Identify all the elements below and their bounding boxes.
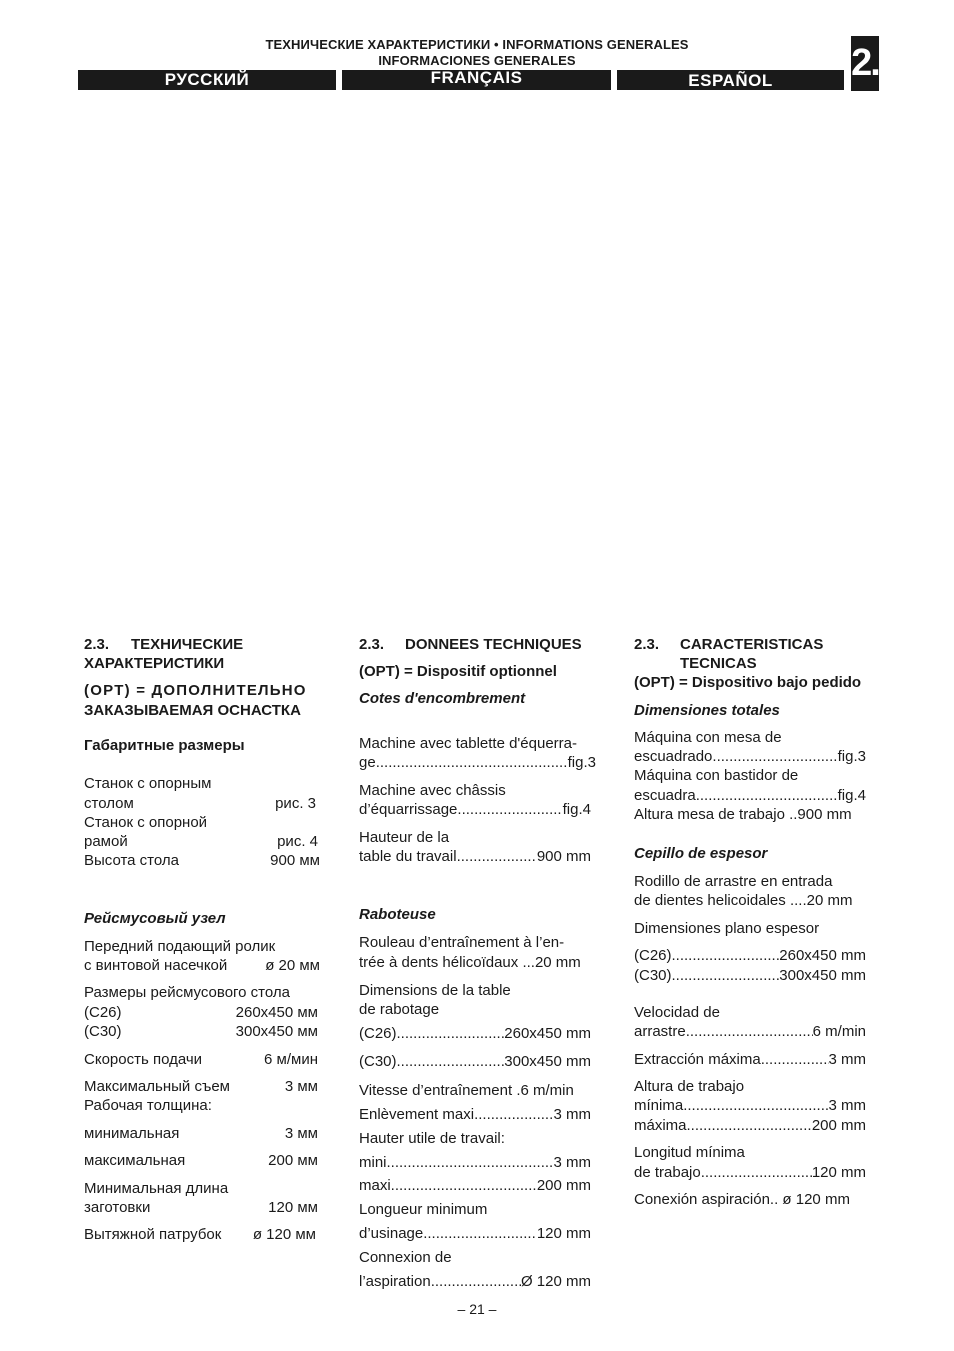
ru-max-thickness-value: 200 мм bbox=[268, 1152, 318, 1169]
es-opt: (OPT) = Dispositivo bajo pedido bbox=[634, 674, 862, 691]
es-feed-speed-line2: arrastre bbox=[634, 1023, 686, 1040]
ru-heading-line1: ТЕХНИЧЕСКИЕ bbox=[131, 636, 244, 653]
fr-machine2-value: fig.4 bbox=[562, 801, 591, 818]
fr-maxi-row bbox=[359, 1177, 591, 1194]
es-heading-line1: CARACTERISTICAS bbox=[680, 636, 824, 653]
fr-work-height-label: Hauter utile de travail: bbox=[359, 1130, 505, 1147]
fr-machine1-line1: Machine avec tablette d'équerra- bbox=[359, 735, 577, 752]
ru-machine1-line1: Станок с опорным bbox=[84, 775, 212, 792]
ru-exhaust-label: Вытяжной патрубок bbox=[84, 1226, 222, 1243]
fr-exhaust-value: Ø 120 mm bbox=[520, 1273, 591, 1290]
es-min-length-row bbox=[634, 1164, 866, 1181]
fr-dimensions-title: Cotes d'encombrement bbox=[359, 690, 526, 707]
ru-roller-line2: с винтовой насечкой bbox=[84, 957, 228, 974]
ru-table-height-label: Высота стола bbox=[84, 852, 179, 869]
es-machine1-row bbox=[634, 748, 866, 765]
ru-c26-value: 260x450 мм bbox=[235, 1004, 318, 1021]
fr-max-removal-value: 3 mm bbox=[553, 1106, 591, 1123]
fr-planer-title: Raboteuse bbox=[359, 906, 436, 923]
fr-mini-row bbox=[359, 1154, 591, 1171]
fr-exhaust-row bbox=[359, 1273, 591, 1290]
fr-planing-table-line1: Dimensions de la table bbox=[359, 982, 511, 999]
es-feed-speed-value: 6 m/min bbox=[812, 1023, 866, 1040]
fr-machine1-line2: ge bbox=[359, 754, 376, 771]
es-planer-title: Cepillo de espesor bbox=[634, 845, 768, 862]
fr-min-length-line2: d’usinage bbox=[359, 1225, 424, 1242]
es-heading-line2: TECNICAS bbox=[680, 655, 757, 672]
fr-mini-value: 3 mm bbox=[553, 1154, 591, 1171]
es-machine2-line1: Máquina con bastidor de bbox=[634, 767, 799, 784]
es-table-height: Altura mesa de trabajo ..900 mm bbox=[634, 806, 852, 823]
es-min-label: mínima bbox=[634, 1097, 684, 1114]
ru-min-length-value: 120 мм bbox=[268, 1199, 318, 1216]
ru-machine2-value: рис. 4 bbox=[277, 833, 318, 850]
es-heading-number: 2.3. bbox=[634, 636, 660, 653]
es-dimensions-title: Dimensiones totales bbox=[634, 702, 780, 719]
fr-planing-table-line2: de rabotage bbox=[359, 1001, 440, 1018]
es-max-removal-row bbox=[634, 1051, 866, 1068]
ru-feed-speed-label: Скорость подачи bbox=[84, 1051, 203, 1068]
es-min-length-value: 120 mm bbox=[811, 1164, 866, 1181]
ru-dimensions-title: Габаритные размеры bbox=[84, 737, 245, 754]
fr-table-height-line1: Hauteur de la bbox=[359, 829, 450, 846]
language-bar-russian bbox=[78, 70, 336, 90]
fr-c30-value: 300x450 mm bbox=[504, 1053, 591, 1070]
fr-feed-speed: Vitesse d’entraînement .6 m/min bbox=[359, 1082, 574, 1099]
es-planing-table-title: Dimensiones plano espesor bbox=[634, 920, 820, 937]
ru-planing-table-title: Размеры рейсмусового стола bbox=[84, 984, 290, 1001]
es-machine1-line1: Máquina con mesa de bbox=[634, 729, 782, 746]
ru-feed-speed-value: 6 м/мин bbox=[264, 1051, 318, 1068]
es-feed-speed-line1: Velocidad de bbox=[634, 1004, 720, 1021]
fr-c26-label: (C26) bbox=[359, 1025, 397, 1042]
fr-c30-row bbox=[359, 1053, 591, 1070]
ru-c26-label: (C26) bbox=[84, 1004, 122, 1021]
es-machine1-value: fig.3 bbox=[837, 748, 866, 765]
fr-max-removal-row bbox=[359, 1106, 591, 1123]
fr-machine2-line1: Machine avec châssis bbox=[359, 782, 506, 799]
ru-machine2-line1: Станок с опорной bbox=[84, 814, 208, 831]
es-max-row bbox=[634, 1117, 866, 1134]
es-roller-line1: Rodillo de arrastre en entrada bbox=[634, 873, 833, 890]
fr-opt: (OPT) = Dispositif optionnel bbox=[359, 663, 557, 680]
language-bar-spanish bbox=[617, 70, 844, 90]
language-label-russian: РУССКИЙ bbox=[164, 70, 250, 89]
ru-min-thickness-label: минимальная bbox=[84, 1125, 180, 1142]
fr-maxi-value: 200 mm bbox=[536, 1177, 591, 1194]
es-work-height-label: Altura de trabajo bbox=[634, 1078, 745, 1095]
es-max-removal-value: 3 mm bbox=[828, 1051, 866, 1068]
fr-table-height-value: 900 mm bbox=[536, 848, 591, 865]
language-label-spanish: ESPAÑOL bbox=[688, 71, 773, 90]
es-c26-value: 260x450 mm bbox=[779, 947, 866, 964]
fr-c30-label: (C30) bbox=[359, 1053, 397, 1070]
fr-min-length-row bbox=[359, 1225, 591, 1242]
es-c26-row bbox=[634, 947, 866, 964]
ru-min-length-line1: Минимальная длина bbox=[84, 1180, 229, 1197]
fr-mini-label: mini bbox=[359, 1154, 387, 1171]
fr-roller-line1: Rouleau d’entraînement à l’en- bbox=[359, 934, 565, 951]
ru-exhaust-value: ø 120 мм bbox=[252, 1226, 316, 1243]
es-feed-speed-row bbox=[634, 1023, 866, 1040]
fr-c26-value: 260x450 mm bbox=[504, 1025, 591, 1042]
fr-maxi-label: maxi bbox=[359, 1177, 391, 1194]
ru-roller-line1: Передний подающий ролик bbox=[84, 938, 276, 955]
es-exhaust: Conexión aspiración.. ø 120 mm bbox=[634, 1191, 850, 1208]
ru-roller-value: ø 20 мм bbox=[265, 957, 320, 974]
es-min-length-line2: de trabajo bbox=[634, 1164, 701, 1181]
es-min-value: 3 mm bbox=[828, 1097, 866, 1114]
es-max-removal-label: Extracción máxima bbox=[634, 1051, 761, 1068]
fr-max-removal-label: Enlèvement maxi bbox=[359, 1106, 475, 1123]
es-machine2-value: fig.4 bbox=[837, 787, 866, 804]
es-max-value: 200 mm bbox=[811, 1117, 866, 1134]
es-max-label: máxima bbox=[634, 1117, 687, 1134]
page-number: – 21 – bbox=[457, 1301, 497, 1317]
es-roller-line2: de dientes helicoidales ....20 mm bbox=[634, 892, 853, 909]
es-min-length-line1: Longitud mínima bbox=[634, 1144, 745, 1161]
ru-max-cut-value: 3 мм bbox=[284, 1078, 318, 1095]
ru-opt-line2: ЗАКАЗЫВАЕМАЯ ОСНАСТКА bbox=[84, 702, 301, 719]
ru-min-length-line2: заготовки bbox=[84, 1199, 151, 1216]
es-machine2-line2: escuadra bbox=[634, 787, 696, 804]
ru-machine2-line2: рамой bbox=[84, 833, 128, 850]
fr-table-height-row bbox=[359, 848, 591, 865]
fr-min-length-value: 120 mm bbox=[536, 1225, 591, 1242]
ru-max-cut-label: Максимальный съем bbox=[84, 1078, 230, 1095]
ru-heading-line2: ХАРАКТЕРИСТИКИ bbox=[84, 655, 225, 672]
es-c26-label: (C26) bbox=[634, 947, 672, 964]
ru-work-thickness-label: Рабочая толщина: bbox=[84, 1097, 212, 1114]
ru-c30-value: 300x450 мм bbox=[235, 1023, 318, 1040]
fr-exhaust-line1: Connexion de bbox=[359, 1249, 452, 1266]
fr-min-length-line1: Longueur minimum bbox=[359, 1201, 488, 1218]
header-title-line2: INFORMACIONES GENERALES bbox=[378, 53, 576, 68]
header-title-line1: ТЕХНИЧЕСКИЕ ХАРАКТЕРИСТИКИ • INFORMATIONS GENERALES bbox=[265, 37, 689, 52]
ru-machine1-value: рис. 3 bbox=[275, 795, 316, 812]
fr-roller-line2: trée à dents hélicoïdaux ...20 mm bbox=[359, 954, 581, 971]
fr-c26-row bbox=[359, 1025, 591, 1042]
language-bar-french bbox=[342, 70, 611, 90]
ru-planer-title: Рейсмусовый узел bbox=[84, 910, 226, 927]
fr-machine2-row bbox=[359, 801, 591, 818]
fr-table-height-line2: table du travail bbox=[359, 848, 457, 865]
es-c30-row bbox=[634, 967, 866, 984]
fr-machine2-line2: d’équarrissage bbox=[359, 801, 458, 818]
es-min-row bbox=[634, 1097, 866, 1114]
es-c30-value: 300x450 mm bbox=[779, 967, 866, 984]
ru-table-height-value: 900 мм bbox=[270, 852, 320, 869]
chapter-number-badge: 2. bbox=[851, 36, 879, 91]
ru-min-thickness-value: 3 мм bbox=[284, 1125, 318, 1142]
es-machine1-line2: escuadrado bbox=[634, 748, 713, 765]
ru-c30-label: (C30) bbox=[84, 1023, 122, 1040]
language-label-french: FRANÇAIS bbox=[430, 68, 523, 87]
ru-opt-line1: (OPT) = ДОПОЛНИТЕЛЬНО bbox=[84, 682, 307, 699]
es-c30-label: (C30) bbox=[634, 967, 672, 984]
ru-machine1-line2: столом bbox=[84, 795, 134, 812]
fr-machine1-row bbox=[359, 754, 596, 771]
fr-machine1-value: fig.3 bbox=[567, 754, 596, 771]
ru-max-thickness-label: максимальная bbox=[84, 1152, 186, 1169]
fr-heading-number: 2.3. bbox=[359, 636, 385, 653]
fr-heading: DONNEES TECHNIQUES bbox=[405, 636, 582, 653]
es-machine2-row bbox=[634, 787, 866, 804]
fr-exhaust-line2: l’aspiration bbox=[359, 1273, 431, 1290]
ru-heading-number: 2.3. bbox=[84, 636, 110, 653]
